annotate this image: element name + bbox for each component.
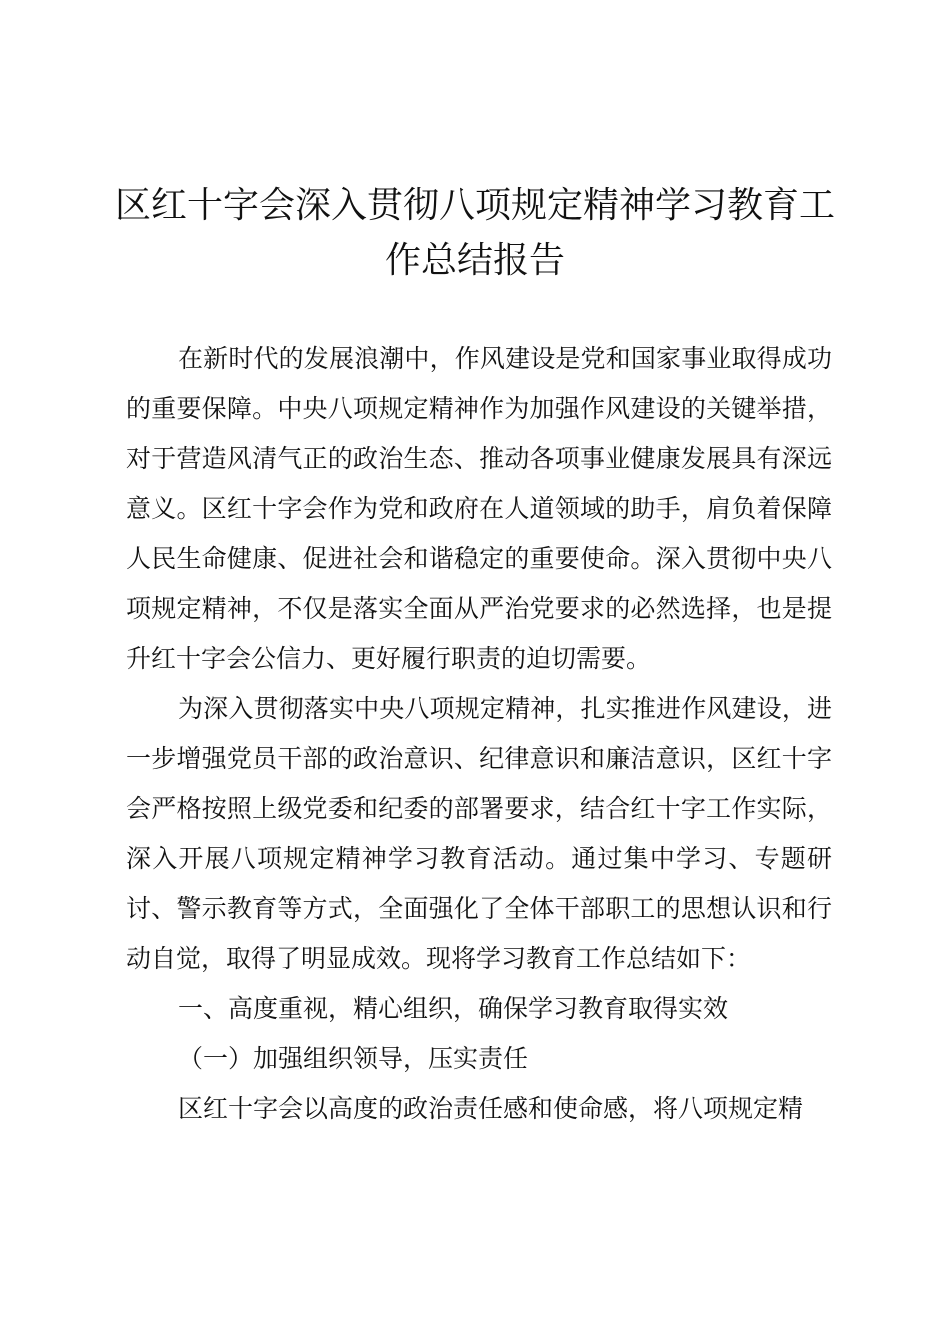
subsection-heading: （一）加强组织领导，压实责任	[178, 1044, 529, 1073]
document-body	[126, 334, 832, 1134]
paragraph-purpose: 为深入贯彻落实中央八项规定精神，扎实推进作风建设，进一步增强党员干部的政治意识、纪律意识和廉洁意识，区红十字会严格按照上级党委和纪委的部署要求，结合红十字工作实际，深入开展八项规定精神学习教育活动。通过集中学习、专题研讨、警示教育等方式，全面强化了全体干部职工的思想认识和行动自觉，取得了明显成效。现将学习教育工作总结如下：	[126, 694, 832, 973]
paragraph-partial: 区红十字会以高度的政治责任感和使命感，将八项规定精	[178, 1094, 804, 1123]
paragraph-intro: 在新时代的发展浪潮中，作风建设是党和国家事业取得成功的重要保障。中央八项规定精神作为加强作风建设的关键举措，对于营造风清气正的政治生态、推动各项事业健康发展具有深远意义。区红十字会作为党和政府在人道领域的助手，肩负着保障人民生命健康、促进社会和谐稳定的重要使命。深入贯彻中央八项规定精神，不仅是落实全面从严治党要求的必然选择，也是提升红十字会公信力、更好履行职责的迫切需要。	[126, 344, 832, 673]
document-title: 区红十字会深入贯彻八项规定精神学习教育工作总结报告	[114, 185, 835, 281]
section-heading: 一、高度重视，精心组织，确保学习教育取得实效	[178, 994, 729, 1023]
